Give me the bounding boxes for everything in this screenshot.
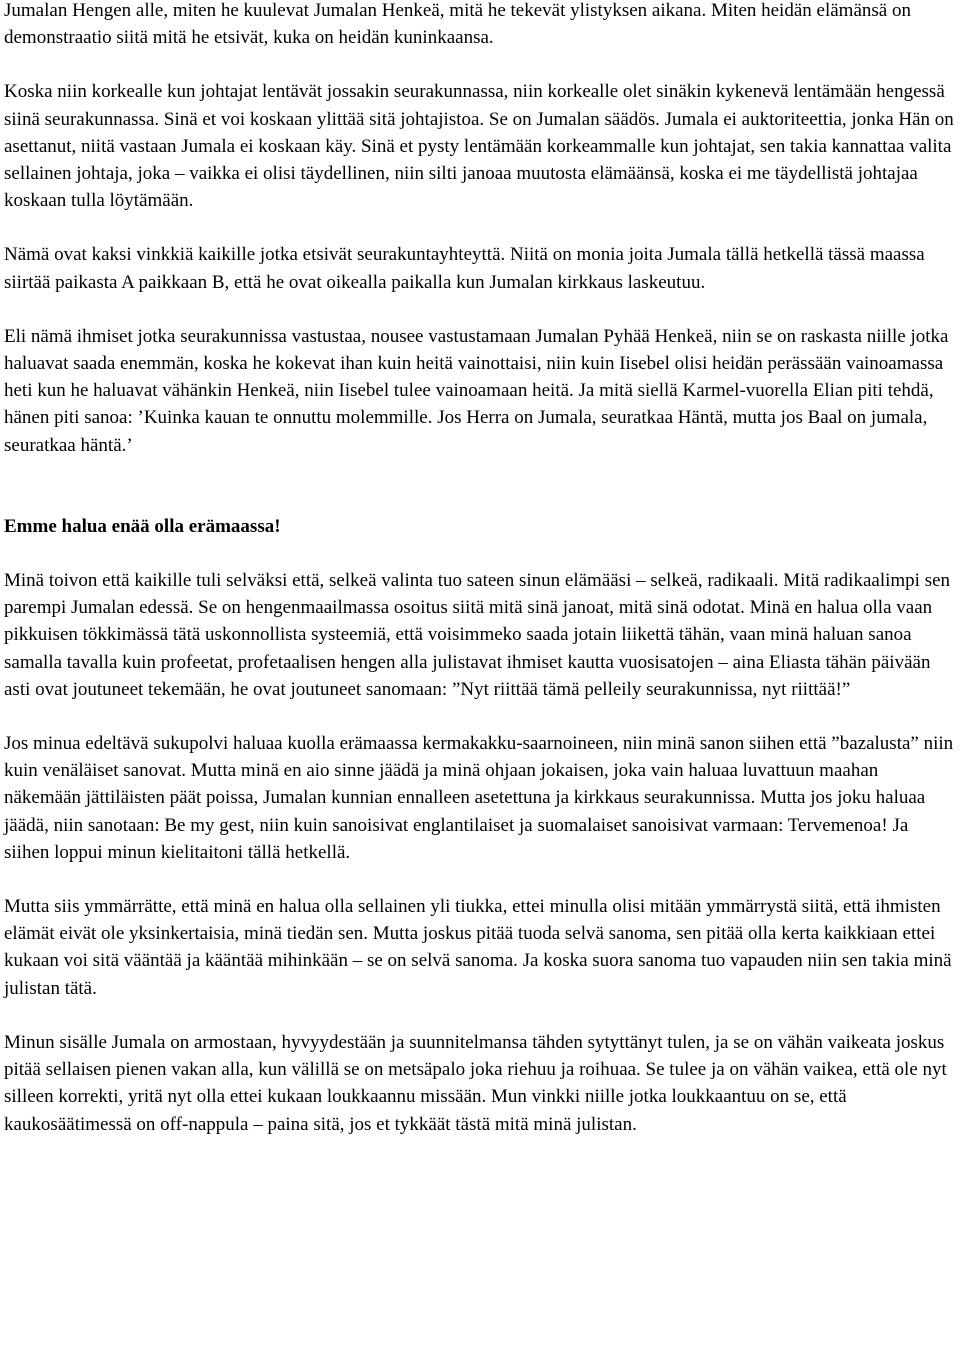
paragraph-7: Mutta siis ymmärrätte, että minä en halua olla sellainen yli tiukka, ettei minulla olisi mitään ymmärrystä siitä, että ihmisten elämät eivät ole yksinkertaisia, minä tiedän sen. Mutta joskus pitää tuoda selvä sanoma, sen pitää olla kerta kaikkiaan ettei kukaan voi sitä vääntää ja kääntää mihinkään – se on selvä sanoma. Ja koska suora sanoma tuo vapauden niin sen takia minä julistan tätä. xyxy=(4,896,952,999)
paragraph-2: Koska niin korkealle kun johtajat lentävät jossakin seurakunnassa, niin korkealle olet sinäkin kykenevä lentämään hengessä siinä seurakunnassa. Sinä et voi koskaan ylittää sitä johtajistoa. Se on Jumalan säädös. Jumala ei auktoriteettia, jonka Hän on asettanut, niitä vastaan Jumala ei koskaan käy. Sinä et pysty lentämään korkeammalle kun johtajat, sen takia kannattaa valita sellainen johtaja, joka – vaikka ei olisi täydellinen, niin silti janoaa muutosta elämäänsä, koska ei me täydellistä johtajaa koskaan tulla löytämään. xyxy=(4,81,954,212)
section-heading: Emme halua enää olla erämaassa! xyxy=(4,515,281,537)
blank-line xyxy=(4,486,956,513)
paragraph-1: Jumalan Hengen alle, miten he kuulevat Jumalan Henkeä, mitä he tekevät ylistyksen aikana. Miten heidän elämänsä on demonstraatio siitä mitä he etsivät, kuka on heidän kuninkaansa. xyxy=(4,0,911,49)
paragraph-6: Jos minua edeltävä sukupolvi haluaa kuolla erämaassa kermakakku-saarnoineen, niin minä sanon siihen että ”bazalusta” niin kuin venäläiset sanovat. Mutta minä en aio sinne jäädä ja minä ohjaan jokaisen, joka vain haluaa luvattuun maahan näkemään jättiläisten päät poissa, Jumalan kunnian ennalleen asetettuna ja kirkkaus seurakunnissa. Mutta jos joku haluaa jäädä, niin sanotaan: Be my gest, niin kuin sanoisivat englantilaiset ja suomalaiset sanoisivat varmaan: Tervemenoa! Ja siihen loppui minun kielitaitoni tällä hetkellä. xyxy=(4,733,954,863)
paragraph-4: Eli nämä ihmiset jotka seurakunnissa vastustaa, nousee vastustamaan Jumalan Pyhää Henkeä, niin se on raskasta niille jotka haluavat saada enemmän, koska he kokevat ihan kuin heitä vainottaisi, niin kuin Iisebel olisi heidän perässään vainoamassa heti kun he haluavat vähänkin Henkeä, niin Iisebel tulee vainoamaan heitä. Ja mitä siellä Karmel-vuorella Elian piti tehdä, hänen piti sanoa: ’Kuinka kauan te onnuttu molemmille. Jos Herra on Jumala, seuratkaa Häntä, mutta jos Baal on jumala, seuratkaa häntä.’ xyxy=(4,325,949,456)
paragraph-5: Minä toivon että kaikille tuli selväksi että, selkeä valinta tuo sateen sinun elämääsi – selkeä, radikaali. Mitä radikaalimpi sen parempi Jumalan edessä. Se on hengenmaailmassa osoitus siitä mitä sinä janoat, mitä sinä odotat. Minä en halua olla vaan pikkuisen tökkimässä tätä uskonnollista systeemiä, että voisimmeko saada jotain liikettä tähän, vaan minä haluan sanoa samalla tavalla kuin profeetat, profetaalisen hengen alla julistavat ihmiset kautta vuosisatojen – aina Eliasta tähän päivään asti ovat joutuneet tekemään, he ovat joutuneet sanomaan: ”Nyt riittää tämä pelleily seurakunnissa, nyt riittää!” xyxy=(4,570,951,700)
document-page xyxy=(4,0,956,1165)
paragraph-3: Nämä ovat kaksi vinkkiä kaikille jotka etsivät seurakuntayhteyttä. Niitä on monia joita Jumala tällä hetkellä tässä maassa siirtää paikasta A paikkaan B, että he ovat oikealla paikalla kun Jumalan kirkkaus laskeutuu. xyxy=(4,244,925,293)
paragraph-8: Minun sisälle Jumala on armostaan, hyvyydestään ja suunnitelmansa tähden sytyttänyt tulen, ja se on vähän vaikeata joskus pitää sellaisen pienen vakan alla, kun välillä se on metsäpalo joka riehuu ja roihuaa. Se tulee ja on vähän vaikea, että ole nyt silleen korrekti, yritä nyt olla ettei kukaan loukkaannu missään. Mun vinkki niille jotka loukkaantuu on se, että kaukosäätimessä on off-nappula – paina sitä, jos et tykkäät tästä mitä minä julistan. xyxy=(4,1031,947,1135)
